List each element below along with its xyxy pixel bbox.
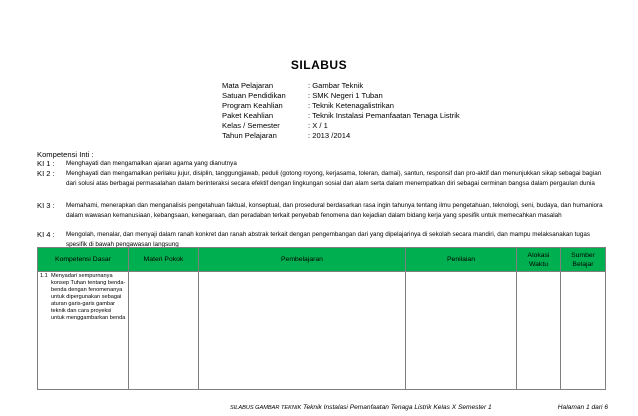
ki-text: Menghayati dan mengamalkan perilaku jujur, disiplin, tanggungjawab, peduli (gotong royong, kerjasama, toleran, damai), santun, responsif dan pro-aktif dan menunjukkan sikap sebagai bagian dari solusi atas berbagai permasalahan dalam berinteraksi secara efektif dengan lingkungan sosial dan alam serta dalam menempatkan diri sebagai cerminan bangsa dalam pergaulan dunia <box>66 170 602 187</box>
footer-doc-subject: Teknik Instalasi Pemanfaatan Tenaga Listrik Kelas X Semester 1 <box>303 404 492 411</box>
kompetensi-dasar-cell <box>38 272 129 390</box>
materi-pokok-cell <box>129 272 199 390</box>
meta-key: Kelas / Semester <box>222 121 280 130</box>
header-kompetensi-dasar: Kompetensi Dasar <box>38 248 129 272</box>
ki-text: Mengolah, menalar, dan menyaji dalam ranah konkret dan ranah abstrak terkait dengan pengembangan dari yang dipelajarinya di sekolah secara mandiri, dan mampu melaksanakan tugas spesifik di bawah pengawasan langsung <box>66 231 591 248</box>
header-penilaian: Penilaian <box>406 248 517 272</box>
ki-label: KI 1 : <box>37 159 55 168</box>
syllabus-metadata <box>222 81 460 141</box>
meta-value: : SMK Negeri 1 Tuban <box>308 91 383 100</box>
ki-label: KI 4 : <box>37 230 55 239</box>
meta-row <box>222 91 460 101</box>
table-row <box>38 272 606 390</box>
meta-row <box>222 131 460 141</box>
pembelajaran-cell <box>199 272 406 390</box>
meta-value: : Gambar Teknik <box>308 81 364 90</box>
ki-item <box>37 159 607 169</box>
header-pembelajaran: Pembelajaran <box>199 248 406 272</box>
meta-row <box>222 121 460 131</box>
footer-doc-prefix: SILABUS GAMBAR TEKNIK <box>230 405 302 411</box>
meta-key: Mata Pelajaran <box>222 81 274 90</box>
header-sumber-belajar: Sumber Belajar <box>561 248 606 272</box>
page-title: SILABUS <box>290 58 348 72</box>
meta-value: : Teknik Ketenagalistrikan <box>308 101 394 110</box>
footer-document-info <box>230 404 492 411</box>
meta-key: Tahun Pelajaran <box>222 131 277 140</box>
page-footer <box>230 404 608 411</box>
ki-label: KI 3 : <box>37 201 55 210</box>
kd-text: Menyadari sempurnanya konsep Tuhan tentang benda-benda dengan fenomenanya untuk dipergunakan sebagai aturan garis-garis gambar teknik dan cara proyeksi untuk menggambarkan benda <box>51 273 126 321</box>
meta-row <box>222 111 460 121</box>
alokasi-waktu-cell <box>517 272 561 390</box>
meta-key: Satuan Pendidikan <box>222 91 286 100</box>
meta-value: : Teknik Instalasi Pemanfaatan Tenaga Listrik <box>308 111 460 120</box>
meta-key: Program Keahlian <box>222 101 283 110</box>
ki-item <box>37 169 607 201</box>
ki-text: Menghayati dan mengamalkan ajaran agama yang dianutnya <box>66 160 237 167</box>
meta-key: Paket Keahlian <box>222 111 274 120</box>
penilaian-cell <box>406 272 517 390</box>
meta-row <box>222 101 460 111</box>
header-materi-pokok: Materi Pokok <box>129 248 199 272</box>
footer-page-number: Halaman 1 dari 6 <box>557 404 608 411</box>
ki-label: KI 2 : <box>37 169 55 178</box>
ki-item <box>37 201 607 230</box>
header-alokasi-waktu: Alokasi Waktu <box>517 248 561 272</box>
ki-text: Memahami, menerapkan dan menganalisis pengetahuan faktual, konseptual, dan prosedural berdasarkan rasa ingin tahunya tentang ilmu pengetahuan, teknologi, seni, budaya, dan humaniora dalam wawasan kemanusiaan, kebangsaan, kenegaraan, dan peradaban terkait penyebab fenomena dan kejadian dalam bidang kerja yang spesifik untuk memecahkan masalah <box>66 202 603 219</box>
syllabus-table <box>37 247 606 390</box>
kompetensi-inti-heading: Kompetensi Inti : <box>37 150 94 159</box>
meta-value: : X / 1 <box>308 121 328 130</box>
sumber-belajar-cell <box>561 272 606 390</box>
meta-row <box>222 81 460 91</box>
kompetensi-inti-list <box>37 159 607 250</box>
table-header-row <box>38 248 606 272</box>
meta-value: : 2013 /2014 <box>308 131 351 140</box>
kd-number: 1.1 <box>40 273 48 279</box>
